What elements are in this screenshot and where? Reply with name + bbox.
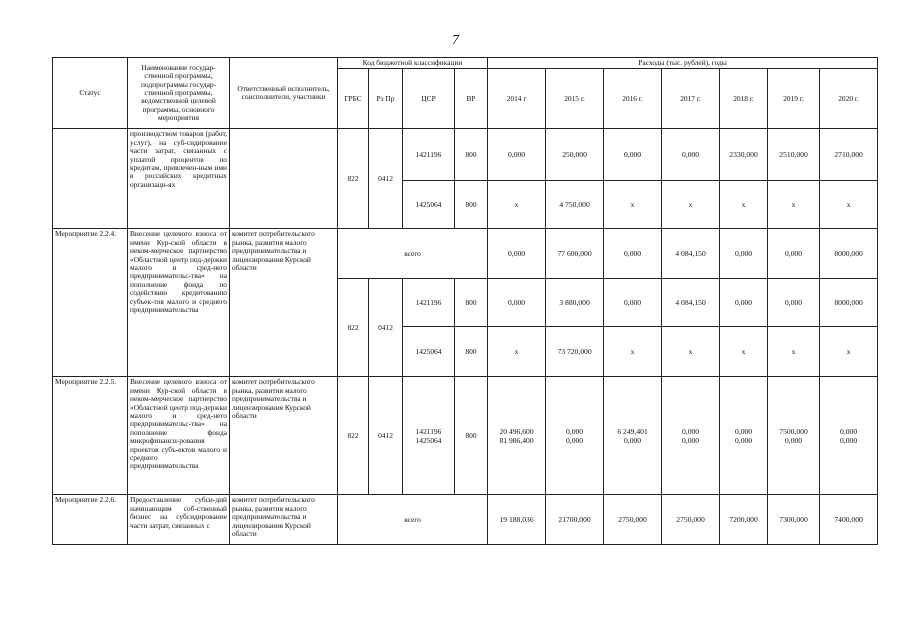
value-cell: 0,000 — [604, 129, 662, 181]
table-row — [53, 377, 878, 495]
name-cell: Внесение целевого взноса от имени Кур-ской области в неком-мерческое партнерство «Областной центр под-держки малого и сред-него предпринимательс-тва» на пополнение фонда по содействию кредитованию субъек-тов малого и среднего предпринимательства — [128, 229, 230, 377]
name-cell: производством товаров (работ, услуг), на суб-сидирование части затрат, связанных с уплатой процентов по кредитам, привлечен-ным ими в российских кредитных организаци-ях — [128, 129, 230, 229]
responsible-cell: комитет потребительского рынка, развития малого предпринимательства и лицензирования Курской области — [230, 229, 338, 377]
total-value-cell: 7200,000 — [720, 495, 768, 545]
value-cell: x — [768, 181, 820, 229]
csr-cell: 1425064 — [403, 327, 455, 377]
header-grbs: ГРБС — [338, 69, 369, 129]
total-value-cell: 7300,000 — [768, 495, 820, 545]
name-cell: Внесение целевого взноса от имени Кур-ской области в неком-мерческое партнерство «Областной центр под-держки малого и сред-него предпринимательс-тва» на пополнение фонда микрофинанси-рования проектов субъ-ектов малого и среднего предпринимательства — [128, 377, 230, 495]
csr-cell: 1421196 — [403, 279, 455, 327]
header-year: 2015 г. — [546, 69, 604, 129]
csr-cell: 1425064 — [403, 181, 455, 229]
value-line: 0,000 — [682, 426, 700, 436]
csr-cell — [403, 377, 455, 495]
value-cell — [720, 377, 768, 495]
vr-cell: 800 — [455, 181, 488, 229]
value-cell: x — [488, 181, 546, 229]
value-line: 0,000 — [682, 435, 700, 445]
value-cell: x — [662, 327, 720, 377]
header-rzpr: Рз Пр — [369, 69, 403, 129]
total-value-cell: 19 188,036 — [488, 495, 546, 545]
value-line: 0,000 — [840, 435, 858, 445]
vr-cell: 800 — [455, 377, 488, 495]
grbs-cell: 822 — [338, 377, 369, 495]
value-cell — [604, 377, 662, 495]
value-cell: 4 084,150 — [662, 279, 720, 327]
total-value-cell: 0,000 — [488, 229, 546, 279]
name-cell: Предоставление субси-дий начинающим соб-ственный бизнес на субсидирование части затрат, связанных с — [128, 495, 230, 545]
responsible-cell: комитет потребительского рынка, развития малого предпринимательства и лицензирования Курской области — [230, 377, 338, 495]
table-row — [53, 129, 878, 181]
total-value-cell: 4 084,150 — [662, 229, 720, 279]
header-year: 2016 г. — [604, 69, 662, 129]
header-status: Статус — [53, 58, 128, 129]
value-cell: 0,000 — [662, 129, 720, 181]
table-row — [53, 229, 878, 279]
value-cell: x — [768, 327, 820, 377]
header-csr: ЦСР — [403, 69, 455, 129]
value-cell: x — [820, 181, 878, 229]
value-line: 0,000 — [785, 435, 803, 445]
value-cell — [662, 377, 720, 495]
value-line: 6 249,401 — [617, 426, 648, 436]
vr-cell: 800 — [455, 129, 488, 181]
total-label-cell: всего — [338, 229, 488, 279]
header-year: 2020 г. — [820, 69, 878, 129]
value-cell: 0,000 — [720, 279, 768, 327]
value-cell: 0,000 — [488, 129, 546, 181]
total-value-cell: 8000,000 — [820, 229, 878, 279]
value-line: 7500,000 — [779, 426, 808, 436]
table-row — [53, 495, 878, 545]
header-budget-code: Код бюджетной классификации — [338, 58, 488, 69]
total-value-cell: 0,000 — [768, 229, 820, 279]
total-label-cell: всего — [338, 495, 488, 545]
total-value-cell: 2750,000 — [604, 495, 662, 545]
value-line: 0,000 — [735, 426, 753, 436]
value-cell: x — [604, 181, 662, 229]
csr-line: 1425064 — [415, 435, 442, 445]
budget-table — [52, 57, 878, 545]
header-year: 2017 г. — [662, 69, 720, 129]
value-cell: 8000,000 — [820, 279, 878, 327]
value-line: 20 496,600 — [499, 426, 534, 436]
header-name: Наименование государ-ственной программы, подпрограммы государ-ственной программы, ведомственной целевой программы, основного мероприятия — [128, 58, 230, 129]
status-cell: Мероприятие 2.2.4. — [53, 229, 128, 377]
grbs-cell: 822 — [338, 129, 369, 229]
status-cell — [53, 129, 128, 229]
rzpr-cell: 0412 — [369, 129, 403, 229]
header-expenses: Расходы (тыс. рублей), годы — [488, 58, 878, 69]
rzpr-cell: 0412 — [369, 377, 403, 495]
value-cell — [546, 377, 604, 495]
value-cell: 0,000 — [768, 279, 820, 327]
total-value-cell: 77 600,000 — [546, 229, 604, 279]
header-year: 2018 г. — [720, 69, 768, 129]
responsible-cell: комитет потребительского рынка, развития малого предпринимательства и лицензирования Курской области — [230, 495, 338, 545]
value-cell: 250,000 — [546, 129, 604, 181]
value-cell: x — [820, 327, 878, 377]
value-cell: 0,000 — [604, 279, 662, 327]
value-line: 0,000 — [566, 435, 584, 445]
total-value-cell: 7400,000 — [820, 495, 878, 545]
value-cell: 73 720,000 — [546, 327, 604, 377]
csr-cell: 1421196 — [403, 129, 455, 181]
value-cell: 2710,000 — [820, 129, 878, 181]
header-year: 2019 г. — [768, 69, 820, 129]
total-value-cell: 21700,000 — [546, 495, 604, 545]
value-line: 0,000 — [840, 426, 858, 436]
rzpr-cell: 0412 — [369, 279, 403, 377]
value-cell: x — [720, 181, 768, 229]
status-cell: Мероприятие 2.2.6. — [53, 495, 128, 545]
total-value-cell: 0,000 — [604, 229, 662, 279]
value-cell: 3 880,000 — [546, 279, 604, 327]
header-responsible: Ответственный исполнитель, соисполнители, участники — [230, 58, 338, 129]
page-number: 7 — [452, 33, 459, 48]
responsible-cell — [230, 129, 338, 229]
header-vr: ВР — [455, 69, 488, 129]
value-cell — [820, 377, 878, 495]
value-cell: x — [662, 181, 720, 229]
value-cell: x — [720, 327, 768, 377]
csr-line: 1421196 — [415, 426, 442, 436]
total-value-cell: 0,000 — [720, 229, 768, 279]
value-cell: 2510,000 — [768, 129, 820, 181]
status-cell: Мероприятие 2.2.5. — [53, 377, 128, 495]
value-cell: x — [488, 327, 546, 377]
value-line: 0,000 — [624, 435, 642, 445]
total-value-cell: 2750,000 — [662, 495, 720, 545]
value-cell: 2330,000 — [720, 129, 768, 181]
value-cell — [488, 377, 546, 495]
value-cell — [768, 377, 820, 495]
value-cell: x — [604, 327, 662, 377]
value-cell: 4 750,000 — [546, 181, 604, 229]
value-cell: 0,000 — [488, 279, 546, 327]
header-year: 2014 г — [488, 69, 546, 129]
vr-cell: 800 — [455, 327, 488, 377]
value-line: 0,000 — [735, 435, 753, 445]
value-line: 81 986,400 — [499, 435, 534, 445]
vr-cell: 800 — [455, 279, 488, 327]
value-line: 0,000 — [566, 426, 584, 436]
grbs-cell: 822 — [338, 279, 369, 377]
